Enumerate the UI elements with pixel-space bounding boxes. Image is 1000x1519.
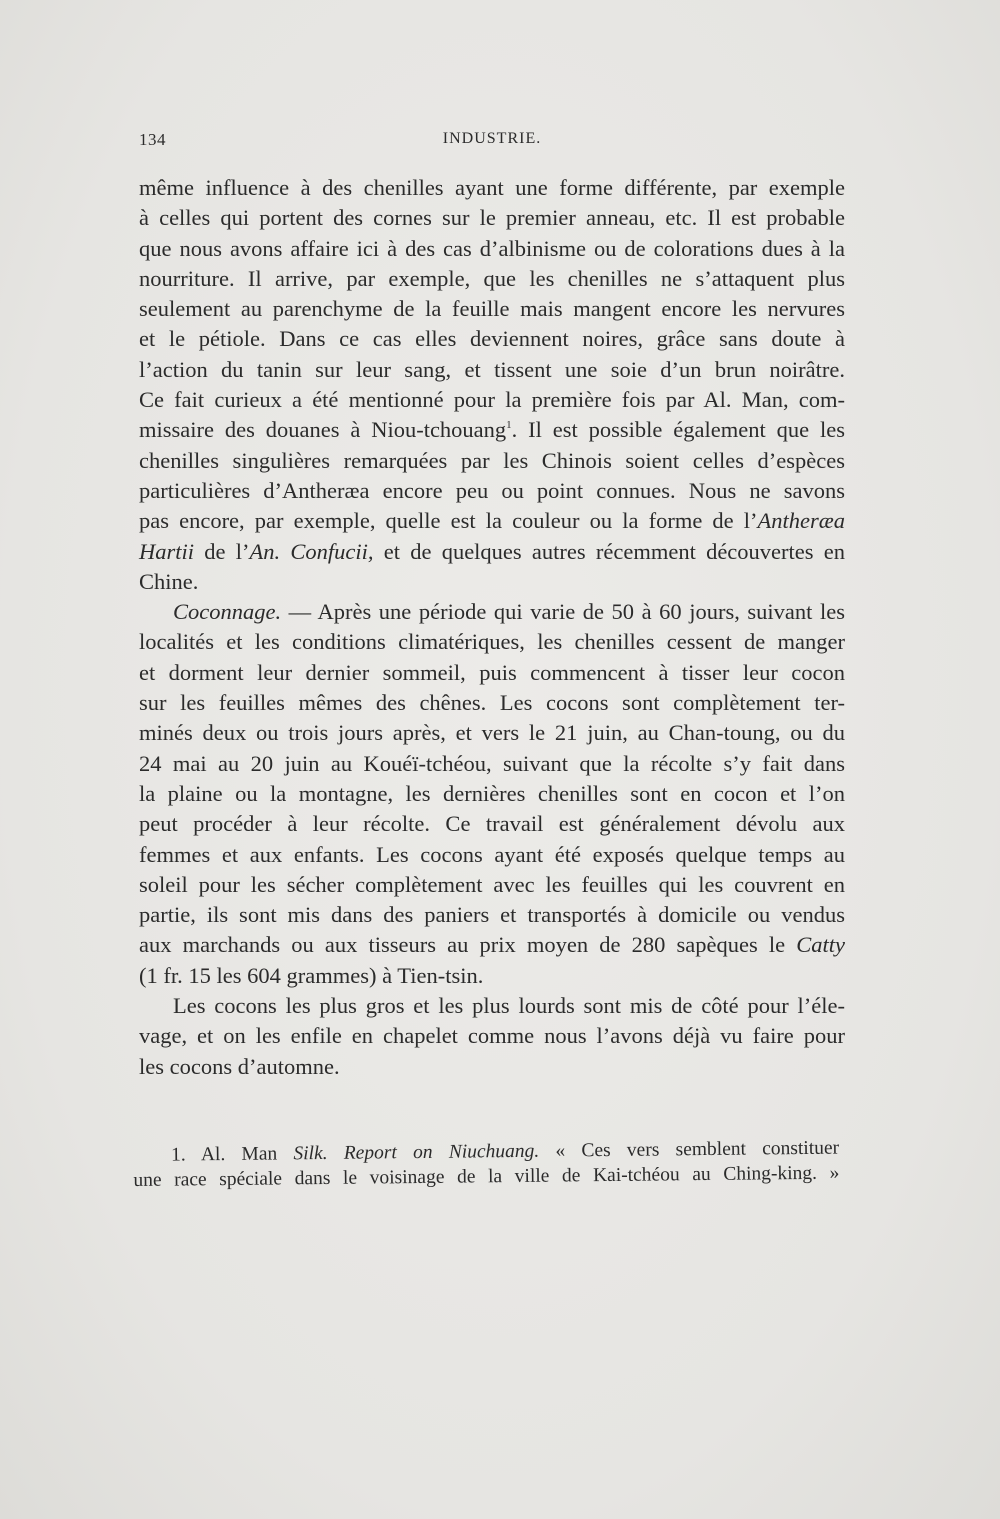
running-title: INDUSTRIE. [442, 130, 542, 147]
running-head [139, 130, 845, 154]
text-run: de l’ [194, 538, 250, 564]
text-line [139, 506, 845, 536]
text-line: Ce fait curieux a été mentionné pour la première fois par Al. Man, com- [139, 387, 845, 413]
text-run: aux marchands ou aux tisseurs au prix moyen de 280 sapèques le [139, 932, 797, 958]
text-line: que nous avons affaire ici à des cas d’albinisme ou de colorations dues à la [139, 235, 845, 261]
text-line: Les cocons les plus gros et les plus lourds sont mis de côté pour l’éle- [173, 993, 845, 1019]
text-line: la plaine ou la montagne, les dernières chenilles sont en cocon et l’on [139, 780, 845, 806]
text-line: à celles qui portent des cornes sur le premier anneau, etc. Il est probable [139, 205, 845, 231]
text-line: l’action du tanin sur leur sang, et tissent une soie d’un brun noirâtre. [139, 356, 845, 382]
text-run: . Il est possible également que les [511, 417, 845, 443]
text-line: femmes et aux enfants. Les cocons ayant été exposés quelque temps au [139, 841, 845, 867]
text-run: « Ces vers semblent constituer [539, 1137, 840, 1162]
text-line: les cocons d’automne. [139, 1053, 340, 1079]
text-line [139, 930, 845, 960]
text-line: Chine. [139, 568, 199, 594]
text-line: (1 fr. 15 les 604 grammes) à Tien-tsin. [139, 962, 484, 988]
text-line: partie, ils sont mis dans des paniers et transportés à domicile ou vendus [139, 902, 845, 928]
text-run: Al. Man [185, 1143, 294, 1166]
footnote-ref: 1 [506, 419, 512, 432]
body-text [139, 173, 845, 1082]
text-line: particulières d’Antheræa encore peu ou point connues. Nous ne savons [139, 477, 845, 503]
text-line: vage, et on les enfile en chapelet comme nous l’avons déjà vu faire pour [139, 1023, 845, 1049]
species-name: Antheræa [757, 508, 845, 534]
unit-name: Catty [796, 932, 845, 958]
text-line: chenilles singulières remarquées par les Chinois soient celles d’espèces [139, 447, 845, 473]
text-line: nourriture. Il arrive, par exemple, que les chenilles ne s’attaquent plus [139, 265, 845, 291]
footnote [133, 1136, 839, 1193]
species-name: Hartii [139, 538, 195, 564]
text-line: localités et les conditions climatériques, les chenilles cessent de manger [139, 629, 845, 655]
text-line: 24 mai au 20 juin au Kouéï-tchéou, suivant que la récolte s’y fait dans [139, 750, 845, 776]
text-run: — Après une période qui varie de 50 à 60 jours, suivant les [281, 599, 845, 625]
page-number: 134 [139, 130, 166, 149]
species-name: An. Confucii, [249, 538, 374, 564]
text-line [139, 415, 845, 445]
text-line: et dorment leur dernier sommeil, puis commencent à tisser leur cocon [139, 659, 845, 685]
text-line: seulement au parenchyme de la feuille mais mangent encore les nervures [139, 296, 845, 322]
text-line: même influence à des chenilles ayant une forme différente, par exemple [139, 175, 845, 200]
text-line: soleil pour les sécher complètement avec les feuilles qui les couvrent en [139, 871, 845, 897]
text-run: missaire des douanes à Niou-tchouang [139, 417, 507, 443]
text-run: et de quelques autres récemment découvertes en [373, 538, 845, 564]
footnote-marker: 1. [171, 1144, 186, 1166]
text-line: sur les feuilles mêmes des chênes. Les cocons sont complètement ter- [139, 690, 845, 716]
cited-title: Silk. Report on Niuchuang. [293, 1140, 540, 1165]
section-heading: Coconnage. [173, 599, 282, 625]
text-line: peut procéder à leur récolte. Ce travail est généralement dévolu aux [139, 811, 845, 837]
footnote-line: une race spéciale dans le voisinage de la ville de Kai-tchéou au Ching-king. » [133, 1162, 840, 1191]
text-run: pas encore, par exemple, quelle est la couleur ou la forme de l’ [139, 508, 758, 534]
text-line [139, 537, 845, 567]
text-line: minés deux ou trois jours après, et vers le 21 juin, au Chan-toung, ou du [139, 720, 845, 746]
text-line [139, 597, 845, 627]
text-line: et le pétiole. Dans ce cas elles deviennent noires, grâce sans doute à [139, 326, 845, 352]
